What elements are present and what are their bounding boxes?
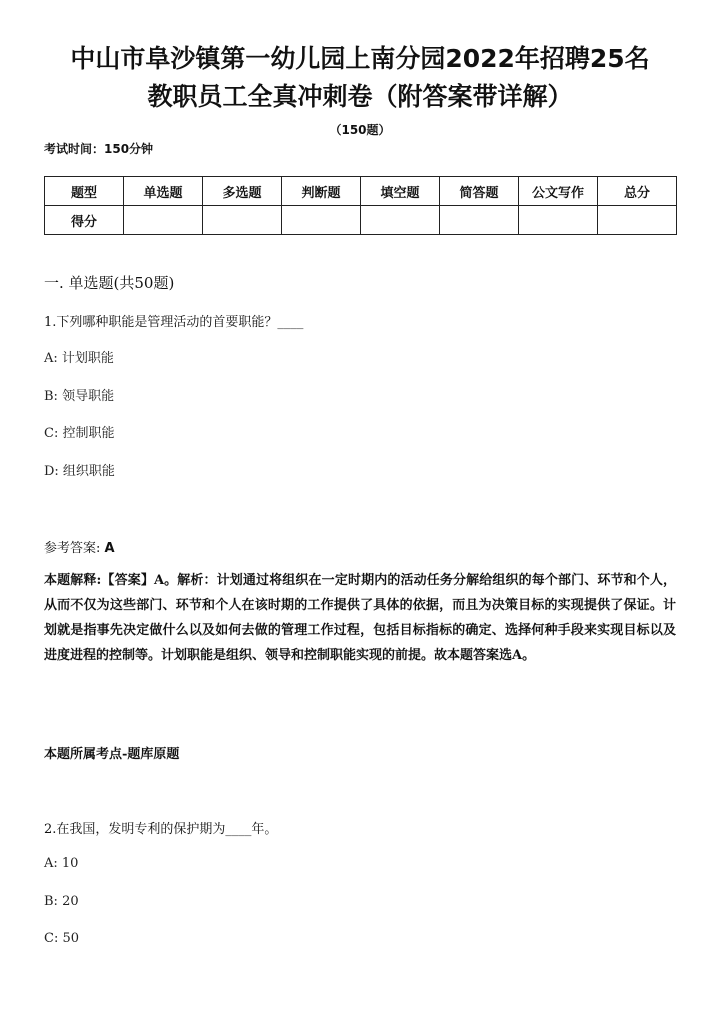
question-1-explanation: 本题解释:【答案】A。解析：计划通过将组织在一定时期内的活动任务分解给组织的每个部门、环节和个人，从而不仅为这些部门、环节和个人在该时期的工作提供了具体的依据，而且为决策目标的实现提供了保证。计划就是指事先决定做什么以及如何去做的管理工作过程，包括目标指标的确定、选择何种手段来实现目标以及进度进程的控制等。计划职能是组织、领导和控制职能实现的前提。故本题答案选A。 [44,573,676,663]
score-row-label: 得分 [45,206,124,235]
score-cell [124,206,203,235]
question-1-option-a: A: 计划职能 [44,351,114,366]
score-cell [598,206,677,235]
score-cell [361,206,440,235]
question-count: （150题） [329,123,391,137]
question-2-option-a: A: 10 [44,856,79,871]
question-1-answer [44,537,115,556]
question-1-option-b: B: 领导职能 [44,389,115,404]
question-1-option-d: D: 组织职能 [44,464,115,479]
answer-value: A [104,541,115,556]
question-2-option-b: B: 20 [44,894,79,909]
score-table-header-cell: 判断题 [282,177,361,206]
score-table [44,176,677,235]
question-2-option-c: C: 50 [44,931,80,946]
question-2-text: 2.在我国，发明专利的保护期为____年。 [44,822,278,837]
score-cell [282,206,361,235]
question-1-source: 本题所属考点-题库原题 [44,747,180,762]
score-cell [203,206,282,235]
score-table-header-cell: 填空题 [361,177,440,206]
document-title-line2: 教职员工全真冲刺卷（附答案带详解） [147,82,573,111]
answer-label: 参考答案: [44,541,101,556]
question-1-option-c: C: 控制职能 [44,426,115,441]
score-table-header-cell: 公文写作 [519,177,598,206]
score-table-header-cell: 简答题 [440,177,519,206]
score-table-header-row [45,177,677,206]
section-title: 一. 单选题(共50题) [44,274,175,292]
score-table-header-cell: 总分 [598,177,677,206]
score-cell [519,206,598,235]
score-table-header-cell: 题型 [45,177,124,206]
document-title-line1: 中山市阜沙镇第一幼儿园上南分园2022年招聘25名 [70,44,650,73]
score-cell [440,206,519,235]
score-table-header-cell: 多选题 [203,177,282,206]
exam-time: 考试时间：150分钟 [44,142,154,156]
score-table-header-cell: 单选题 [124,177,203,206]
question-1-text: 1.下列哪种职能是管理活动的首要职能？____ [44,315,304,330]
score-table-score-row [45,206,677,235]
